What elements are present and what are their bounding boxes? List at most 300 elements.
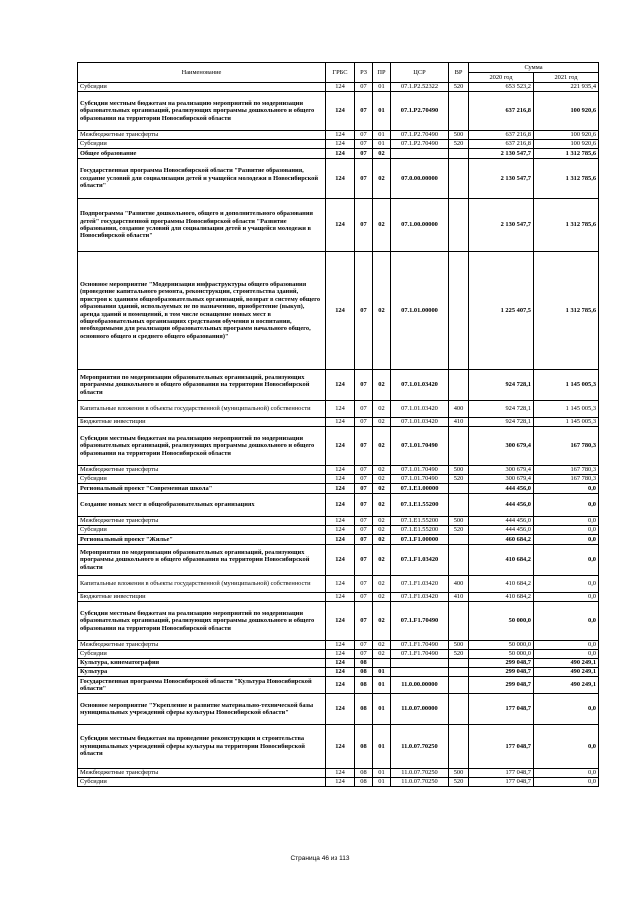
row-vr [449,484,469,494]
row-csr: 07.1.01.70490 [391,466,449,475]
row-sum-2021: 100 920,6 [534,131,599,140]
table-row [78,593,599,602]
row-vr [449,677,469,694]
row-sum-2021: 0,0 [534,694,599,725]
row-grbs: 124 [326,517,355,526]
row-sum-2020: 177 048,7 [469,769,534,778]
table-row [78,131,599,140]
row-grbs: 124 [326,401,355,418]
row-sum-2021: 490 249,1 [534,659,599,668]
row-pr: 02 [373,494,391,517]
table-row [78,659,599,668]
row-vr [449,494,469,517]
row-vr [449,370,469,401]
row-vr [449,92,469,131]
row-name: Региональный проект "Современная школа" [78,484,326,494]
row-vr: 400 [449,576,469,593]
row-vr: 500 [449,641,469,650]
row-pr: 02 [373,576,391,593]
row-grbs: 124 [326,131,355,140]
row-csr: 07.1.01.03420 [391,370,449,401]
row-sum-2020: 444 456,0 [469,484,534,494]
row-csr: 07.1.F1.70490 [391,641,449,650]
row-sum-2020: 177 048,7 [469,778,534,787]
table-row [78,484,599,494]
row-name: Бюджетные инвестиции [78,418,326,427]
row-sum-2020: 50 000,0 [469,602,534,641]
table-row [78,602,599,641]
row-grbs: 124 [326,545,355,576]
row-pr: 01 [373,725,391,769]
row-sum-2020: 299 048,7 [469,659,534,668]
row-sum-2020: 50 000,0 [469,641,534,650]
row-csr: 07.1.F1.03420 [391,576,449,593]
row-rz: 07 [355,427,373,466]
row-vr [449,545,469,576]
table-row [78,370,599,401]
row-rz: 07 [355,526,373,535]
row-sum-2020: 924 728,1 [469,370,534,401]
row-pr: 01 [373,668,391,677]
row-grbs: 124 [326,418,355,427]
table-row [78,149,599,159]
row-grbs: 124 [326,475,355,484]
row-pr: 02 [373,475,391,484]
row-grbs: 124 [326,149,355,159]
row-sum-2020: 300 679,4 [469,427,534,466]
row-pr: 01 [373,694,391,725]
row-csr: 07.0.00.00000 [391,159,449,199]
row-rz: 07 [355,131,373,140]
row-csr: 07.1.E1.55200 [391,517,449,526]
row-name: Государственная программа Новосибирской области "Развитие образования, создание условий для социализации детей и учащейся молодежи в Новосибирской области" [78,159,326,199]
row-grbs: 124 [326,526,355,535]
table-row [78,545,599,576]
row-grbs: 124 [326,576,355,593]
row-vr: 500 [449,769,469,778]
row-sum-2021: 0,0 [534,517,599,526]
row-pr: 02 [373,199,391,252]
row-name: Подпрограмма "Развитие дошкольного, общего и дополнительного образования детей" государственной программы Новосибирской области "Развитие образования, создание условий для социализации детей и учащейся молодежи в Новосибирской области" [78,199,326,252]
row-sum-2021: 167 780,3 [534,427,599,466]
row-sum-2021: 1 312 785,6 [534,199,599,252]
row-sum-2021: 1 312 785,6 [534,252,599,370]
row-csr: 07.1.F1.00000 [391,535,449,545]
table-row [78,778,599,787]
row-sum-2021: 167 780,3 [534,466,599,475]
row-pr: 02 [373,517,391,526]
table-row [78,668,599,677]
row-rz: 07 [355,535,373,545]
row-name: Межбюджетные трансферты [78,466,326,475]
row-name: Субсидии [78,475,326,484]
row-sum-2020: 410 684,2 [469,593,534,602]
row-sum-2021: 0,0 [534,576,599,593]
row-sum-2021: 1 145 005,3 [534,401,599,418]
row-sum-2020: 444 456,0 [469,517,534,526]
row-rz: 07 [355,401,373,418]
row-name: Субсидии местным бюджетам на реализацию мероприятий по модернизации образовательных организаций, реализующих программы дошкольного и общего образования на территории Новосибирской области [78,92,326,131]
row-name: Субсидии [78,140,326,149]
table-row [78,641,599,650]
row-vr [449,159,469,199]
row-rz: 07 [355,602,373,641]
table-row [78,650,599,659]
row-grbs: 124 [326,778,355,787]
row-sum-2020: 924 728,1 [469,418,534,427]
row-sum-2020: 177 048,7 [469,694,534,725]
row-rz: 07 [355,484,373,494]
row-vr [449,535,469,545]
row-grbs: 124 [326,535,355,545]
row-sum-2020: 460 684,2 [469,535,534,545]
row-pr: 01 [373,92,391,131]
row-rz: 07 [355,650,373,659]
row-vr [449,149,469,159]
row-grbs: 124 [326,92,355,131]
row-rz: 07 [355,545,373,576]
row-csr: 07.1.F1.70490 [391,650,449,659]
row-pr: 02 [373,602,391,641]
row-grbs: 124 [326,602,355,641]
row-grbs: 124 [326,427,355,466]
row-name: Общее образование [78,149,326,159]
row-pr: 02 [373,641,391,650]
row-pr: 01 [373,778,391,787]
row-rz: 07 [355,466,373,475]
row-rz: 08 [355,668,373,677]
row-sum-2020: 410 684,2 [469,545,534,576]
row-pr: 01 [373,131,391,140]
row-sum-2020: 924 728,1 [469,401,534,418]
row-sum-2020: 300 679,4 [469,475,534,484]
col-header-2020: 2020 год [469,73,534,83]
row-vr [449,602,469,641]
row-grbs: 124 [326,370,355,401]
table-row [78,517,599,526]
table-row [78,494,599,517]
row-sum-2020: 2 130 547,7 [469,149,534,159]
row-rz: 07 [355,494,373,517]
table-row [78,769,599,778]
row-csr [391,668,449,677]
row-vr: 520 [449,778,469,787]
row-name: Капитальные вложения в объекты государственной (муниципальной) собственности [78,401,326,418]
row-pr: 02 [373,159,391,199]
table-row [78,475,599,484]
row-rz: 07 [355,517,373,526]
row-grbs: 124 [326,725,355,769]
row-sum-2021: 0,0 [534,778,599,787]
row-rz: 07 [355,149,373,159]
row-grbs: 124 [326,494,355,517]
row-sum-2021: 0,0 [534,769,599,778]
row-grbs: 124 [326,668,355,677]
row-rz: 08 [355,659,373,668]
row-rz: 07 [355,370,373,401]
row-grbs: 124 [326,199,355,252]
table-row [78,677,599,694]
row-sum-2020: 50 000,0 [469,650,534,659]
table-row [78,159,599,199]
row-rz: 08 [355,778,373,787]
row-grbs: 124 [326,140,355,149]
row-name: Основное мероприятие "Укрепление и развитие материально-технической базы муниципальных учреждений сферы культуры Новосибирской области" [78,694,326,725]
row-vr [449,694,469,725]
row-pr: 01 [373,83,391,92]
row-sum-2021: 0,0 [534,602,599,641]
row-name: Субсидии [78,778,326,787]
row-vr: 500 [449,131,469,140]
row-sum-2020: 2 130 547,7 [469,199,534,252]
row-vr: 520 [449,526,469,535]
row-grbs: 124 [326,650,355,659]
row-pr: 02 [373,418,391,427]
row-name: Бюджетные инвестиции [78,593,326,602]
row-sum-2021: 167 780,3 [534,475,599,484]
row-csr [391,659,449,668]
row-rz: 07 [355,593,373,602]
row-rz: 08 [355,694,373,725]
col-header-pr: ПР [373,63,391,83]
row-vr [449,427,469,466]
row-rz: 08 [355,769,373,778]
row-pr: 02 [373,466,391,475]
row-pr: 01 [373,140,391,149]
row-rz: 07 [355,252,373,370]
row-sum-2020: 444 456,0 [469,526,534,535]
row-rz: 07 [355,641,373,650]
row-name: Субсидии местным бюджетам на реализацию мероприятий по модернизации образовательных организаций, реализующих программы дошкольного и общего образования на территории Новосибирской области [78,602,326,641]
row-vr: 410 [449,593,469,602]
row-vr [449,725,469,769]
row-rz: 07 [355,418,373,427]
table-row [78,535,599,545]
row-pr: 02 [373,545,391,576]
table-body [78,83,599,787]
row-sum-2021: 0,0 [534,545,599,576]
row-sum-2021: 1 312 785,6 [534,159,599,199]
row-sum-2021: 0,0 [534,641,599,650]
row-sum-2021: 0,0 [534,650,599,659]
row-pr: 02 [373,401,391,418]
row-csr: 07.1.01.70490 [391,427,449,466]
row-name: Государственная программа Новосибирской области "Культура Новосибирской области" [78,677,326,694]
row-csr: 07.1.E1.55200 [391,494,449,517]
row-name: Культура [78,668,326,677]
col-header-sum: Сумма [469,63,599,73]
row-name: Межбюджетные трансферты [78,131,326,140]
row-csr: 07.1.01.03420 [391,418,449,427]
row-grbs: 124 [326,659,355,668]
row-sum-2021: 1 312 785,6 [534,149,599,159]
row-csr: 07.1.F1.70490 [391,602,449,641]
row-csr: 07.1.00.00000 [391,199,449,252]
row-pr: 02 [373,526,391,535]
row-sum-2020: 637 216,8 [469,92,534,131]
row-vr: 520 [449,83,469,92]
row-sum-2021: 490 249,1 [534,677,599,694]
row-pr: 02 [373,535,391,545]
table-row [78,401,599,418]
row-vr [449,252,469,370]
row-sum-2021: 1 145 005,3 [534,370,599,401]
row-sum-2020: 299 048,7 [469,677,534,694]
row-grbs: 124 [326,83,355,92]
table-row [78,252,599,370]
budget-table [77,62,599,787]
row-name: Мероприятия по модернизации образовательных организаций, реализующих программы дошкольного и общего образования на территории Новосибирской области [78,545,326,576]
row-grbs: 124 [326,593,355,602]
row-csr: 07.1.E1.55200 [391,526,449,535]
table-row [78,725,599,769]
row-sum-2020: 444 456,0 [469,494,534,517]
row-csr: 11.0.00.00000 [391,677,449,694]
row-pr: 02 [373,484,391,494]
row-rz: 07 [355,92,373,131]
row-grbs: 124 [326,159,355,199]
row-sum-2021: 0,0 [534,593,599,602]
table-row [78,92,599,131]
row-pr: 02 [373,593,391,602]
row-grbs: 124 [326,641,355,650]
row-grbs: 124 [326,252,355,370]
row-sum-2020: 1 225 407,5 [469,252,534,370]
row-rz: 07 [355,140,373,149]
row-grbs: 124 [326,677,355,694]
table-row [78,526,599,535]
row-grbs: 124 [326,769,355,778]
row-csr: 11.0.07.70250 [391,725,449,769]
row-vr [449,668,469,677]
row-rz: 07 [355,475,373,484]
row-vr: 520 [449,475,469,484]
row-rz: 08 [355,725,373,769]
row-rz: 07 [355,199,373,252]
row-sum-2021: 100 920,6 [534,140,599,149]
row-csr: 11.0.07.70250 [391,778,449,787]
table-row [78,83,599,92]
row-vr [449,659,469,668]
table-row [78,466,599,475]
row-name: Региональный проект "Жилье" [78,535,326,545]
row-name: Основное мероприятие "Модернизация инфраструктуры общего образования (проведение капитального ремонта, реконструкции, строительства зданий, пристроя к зданиям общеобразовательных организаций, возврат в систему общего образования зданий, используемых не по назначению, приобретение (выкуп), аренда зданий и помещений, в том числе оснащение новых мест в общеобразовательных организациях средствами обучения и воспитания, необходимыми для реализации образовательных программ начального общего, основного общего и среднего общего образования)" [78,252,326,370]
row-sum-2020: 177 048,7 [469,725,534,769]
row-vr: 520 [449,140,469,149]
row-sum-2020: 300 679,4 [469,466,534,475]
row-name: Субсидии местным бюджетам на реализацию мероприятий по модернизации образовательных организаций, реализующих программы дошкольного и общего образования на территории Новосибирской области [78,427,326,466]
row-name: Межбюджетные трансферты [78,641,326,650]
table-row [78,199,599,252]
row-csr [391,149,449,159]
row-sum-2021: 0,0 [534,725,599,769]
col-header-csr: ЦСР [391,63,449,83]
row-vr [449,199,469,252]
row-csr: 07.1.P2.70490 [391,140,449,149]
col-header-grbs: ГРБС [326,63,355,83]
row-name: Субсидии [78,526,326,535]
row-sum-2021: 100 920,6 [534,92,599,131]
row-sum-2020: 410 684,2 [469,576,534,593]
row-pr: 02 [373,149,391,159]
table-row [78,427,599,466]
page-number: Страница 46 из 113 [290,855,350,862]
row-sum-2021: 0,0 [534,494,599,517]
row-sum-2020: 653 523,2 [469,83,534,92]
row-sum-2021: 0,0 [534,535,599,545]
row-grbs: 124 [326,466,355,475]
row-pr: 01 [373,677,391,694]
col-header-name: Наименование [78,63,326,83]
row-name: Культура, кинематография [78,659,326,668]
row-pr: 01 [373,769,391,778]
row-name: Субсидии [78,650,326,659]
row-sum-2021: 1 145 005,3 [534,418,599,427]
row-pr: 02 [373,370,391,401]
row-vr: 500 [449,517,469,526]
row-csr: 11.0.07.70250 [391,769,449,778]
row-name: Межбюджетные трансферты [78,769,326,778]
row-vr: 520 [449,650,469,659]
row-sum-2021: 221 935,4 [534,83,599,92]
row-vr: 500 [449,466,469,475]
row-sum-2021: 490 249,1 [534,668,599,677]
row-name: Межбюджетные трансферты [78,517,326,526]
table-row [78,418,599,427]
row-sum-2021: 0,0 [534,526,599,535]
row-csr: 07.1.F1.03420 [391,593,449,602]
row-grbs: 124 [326,694,355,725]
row-sum-2020: 637 216,8 [469,131,534,140]
col-header-vr: ВР [449,63,469,83]
row-sum-2020: 637 216,8 [469,140,534,149]
row-name: Субсидии местным бюджетам на проведение реконструкции и строительства муниципальных учреждений сферы культуры на территории Новосибирской области [78,725,326,769]
row-name: Капитальные вложения в объекты государственной (муниципальной) собственности [78,576,326,593]
row-sum-2021: 0,0 [534,484,599,494]
col-header-rz: РЗ [355,63,373,83]
col-header-2021: 2021 год [534,73,599,83]
row-grbs: 124 [326,484,355,494]
table-row [78,140,599,149]
row-pr: 02 [373,252,391,370]
row-csr: 07.1.01.00000 [391,252,449,370]
header-row [78,63,599,73]
row-vr: 400 [449,401,469,418]
row-sum-2020: 299 048,7 [469,668,534,677]
row-rz: 07 [355,83,373,92]
table-row [78,694,599,725]
row-name: Субсидии [78,83,326,92]
table-row [78,576,599,593]
row-csr: 11.0.07.00000 [391,694,449,725]
row-csr: 07.1.P2.52322 [391,83,449,92]
row-pr: 02 [373,427,391,466]
row-csr: 07.1.P2.70490 [391,131,449,140]
budget-table-container [77,62,598,787]
row-csr: 07.1.F1.03420 [391,545,449,576]
row-rz: 07 [355,576,373,593]
row-pr [373,659,391,668]
row-pr: 02 [373,650,391,659]
row-rz: 08 [355,677,373,694]
row-sum-2020: 2 130 547,7 [469,159,534,199]
row-rz: 07 [355,159,373,199]
row-vr: 410 [449,418,469,427]
row-name: Создание новых мест в общеобразовательных организациях [78,494,326,517]
row-csr: 07.1.P2.70490 [391,92,449,131]
row-name: Мероприятия по модернизации образовательных организаций, реализующих программы дошкольного и общего образования на территории Новосибирской области [78,370,326,401]
row-csr: 07.1.E1.00000 [391,484,449,494]
